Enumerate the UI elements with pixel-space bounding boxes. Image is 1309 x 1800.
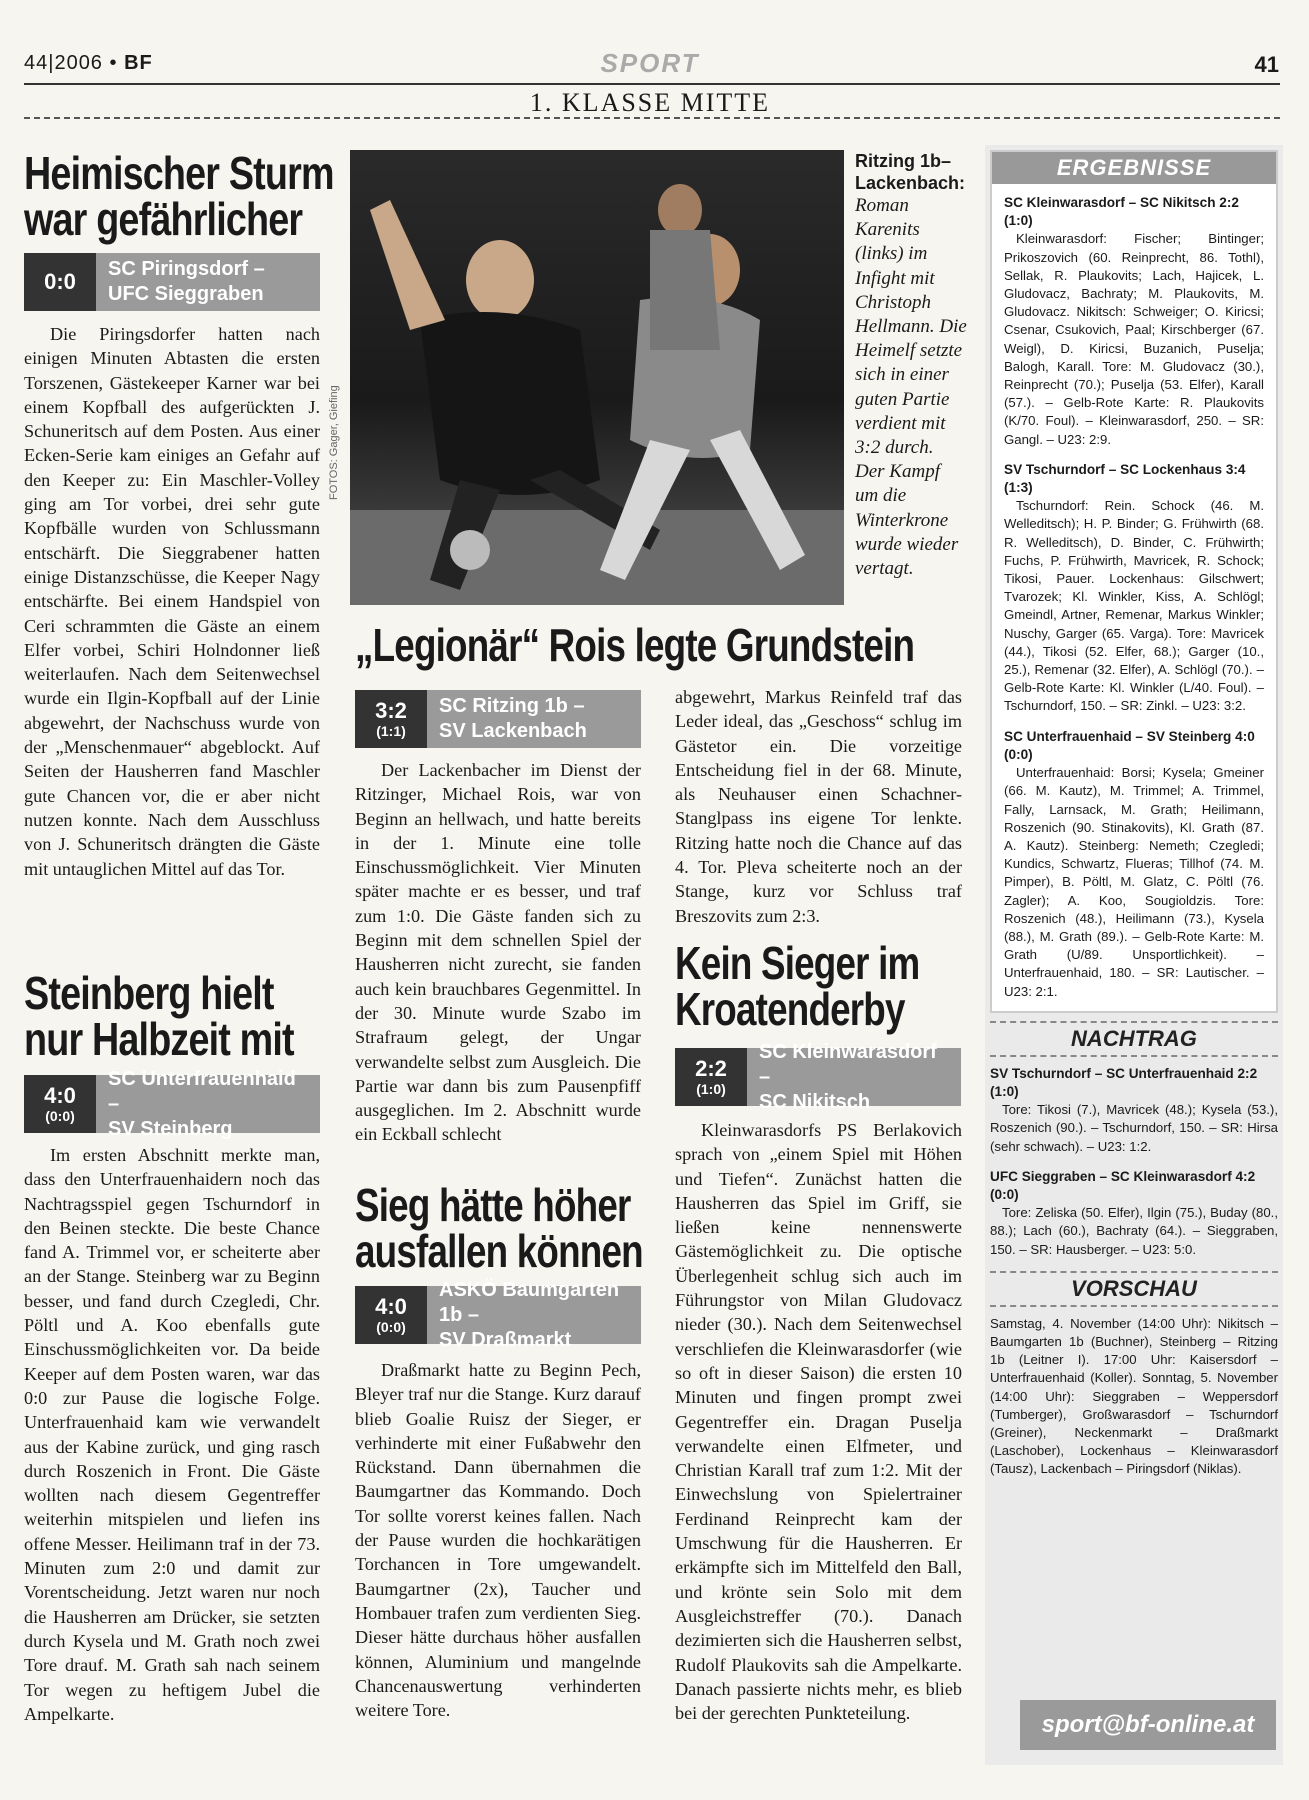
match-result (1004, 461, 1264, 716)
match-result (990, 1065, 1278, 1156)
football-players-illustration (350, 150, 844, 605)
article3-headline: „Legionär“ Rois legte Grundstein (355, 619, 915, 671)
photo-credit: FOTOS: Gager, Giefing (328, 385, 340, 500)
match-details: Unterfrauenhaid: Borsi; Kysela; Gmeiner (66. M. Kautz), M. Trimmel; A. Trimmel, Fally, Larnsack, M. Grath; Heilimann, Roszenich (90. Stinakovits), Kl. Grath (87. A. Kautz). Steinberg: Nemeth; Czegledi; Kundics, Schwartz, Flueras; Tillhof (74. M. Pimper), B. Pöltl, M. Glatz, C. Pöltl (76. Zagler); A. Koo, Sougioldzis. Tore: Roszenich (48.), Heilimann (73.), Kysela (88.), M. Grath (89.). – Gelb-Rote Karte: M. Grath (U/89. Unsportlichkeit). – Unterfrauenhaid, 180. – SR: Lautischer. – U23: 2:1. (1004, 765, 1264, 999)
match-result (990, 1168, 1278, 1259)
headline-line: Kroatenderby (675, 983, 905, 1035)
paragraph: Die Piringsdorfer hatten nach einigen Minuten Abtasten die ersten Torszenen, Gästekeeper Karner war bei einem Kopfball des aufgerückten J. Schuneritsch auf dem Posten. Aus einer Ecken-Serie kam einiges an Gefahr auf den Keeper zu: Ein Maschler-Volley ging am Tor vorbei, drei sehr gute Kopfbälle wurden von Schlussmann entschärft. Die Sieggrabener hatten einige Distanzschüsse, die Keeper Nagy entschärfte. Bei einem Handspiel von Ceri schrammten die Gäste an einem Elfer vorbei, Schiri Holndonner ließ weiterlaufen. Nach dem Seitenwechsel wurde ein Ilgin-Kopfball auf der Linie abgewehrt, der Nachschuss wurde von der „Menschenmauer“ abgeblockt. Auf Seiten der Hausherren fand Maschler gute Chancen vor, die er aber nicht nutzen konnte. Nach dem Ausschluss von J. Schuneritsch drängten die Gäste mit untauglichen Mittel auf das Tor. (24, 324, 320, 879)
score: 0:0 (44, 269, 76, 294)
article2-scorebar (24, 1067, 320, 1140)
match-details: Tore: Tikosi (7.), Mavricek (48.); Kysela (53.), Roszenich (90.). – Tschurndorf, 150. – SR: Hirsa (sehr schwach). – U23: 1:2. (990, 1102, 1278, 1154)
issue-number: 44|2006 (24, 52, 103, 74)
headline-line: Heimischer Sturm (24, 147, 334, 199)
paragraph: Kleinwarasdorfs PS Berlakovich sprach von „einem Spiel mit Höhen und Tiefen“. Zunächst hatten die Hausherren das Spiel im Griff, sie ließen keine nennenswerte Gästemöglichkeit zu. Die optische Überlegenheit schlug sich auch im Führungstor von Milan Gludovacz nieder (30.). Nach dem Seitenwechsel verschliefen die Kleinwarasdorfer (wie so oft in dieser Saison) die ersten 10 Minuten und fingen prompt zwei Gegentreffer ein. Dragan Puselja verwandelte einen Elfmeter, und Christian Karall traf zum 1:2. Mit der Einwechslung von Spielertrainer Ferdinand Reinprecht kam der Umschwung für die Hausherren. Er erkämpfte sich im Mittelfeld den Ball, und krönte sein Solo mit dem Ausgleichstreffer (70.). Danach dezimierten sich die Hausherren selbst, Rudolf Plaukovits sah die Ampelkarte. Danach passierte nichts mehr, es blieb bei der gerechten Punkteteilung. (675, 1120, 962, 1724)
match-result (1004, 194, 1264, 449)
score: 2:2 (695, 1056, 727, 1081)
article4-body (355, 1358, 641, 1722)
teams-box (96, 253, 320, 311)
headline-line: Kein Sieger im (675, 937, 920, 989)
issue-info: 44|2006 • BF (24, 52, 153, 74)
article5-body (675, 1118, 962, 1725)
half-time-score: (1:1) (376, 723, 406, 739)
article3-body-col1 (355, 758, 641, 1147)
article1-scorebar (24, 253, 320, 311)
article2-headline (24, 967, 336, 1065)
article2-body (24, 1143, 320, 1726)
team-name: SC Ritzing 1b – (439, 695, 585, 717)
paragraph: Draßmarkt hatte zu Beginn Pech, Bleyer traf nur die Stange. Kurz darauf blieb Goalie Ruisz der Sieger, er verhinderte mit einer Fußabwehr den Rückstand. Dann übernahmen die Baumgartner das Kommando. Doch Tor sollte vorerst keines fallen. Nach der Pause wurden die hochkarätigen Torchancen in Tore umgewandelt. Baumgartner (2x), Taucher und Hombauer trafen zum verdienten Sieg. Dieser hätte durchaus höher ausfallen können, Aluminium und mangelnde Chancenauswertung verhinderten weitere Tore. (355, 1360, 641, 1721)
team-name: ASKÖ Baumgarten 1b – (439, 1278, 620, 1326)
photo-caption (855, 150, 967, 581)
vorschau-heading: VORSCHAU (990, 1271, 1278, 1307)
article3-body-col2 (675, 685, 962, 928)
nachtrag-heading: NACHTRAG (990, 1021, 1278, 1057)
score: 3:2 (375, 698, 407, 723)
match-title: SC Kleinwarasdorf – SC Nikitsch 2:2 (1:0) (1004, 195, 1239, 229)
preview-schedule (990, 1315, 1278, 1479)
headline-line: ausfallen können (355, 1225, 643, 1277)
score: 4:0 (375, 1294, 407, 1319)
article3-scorebar (355, 690, 641, 748)
match-details: Tschurndorf: Rein. Schock (46. M. Welleditsch); H. P. Binder; G. Frühwirth (68. R. Welleditsch), D. Binder, C. Frühwirth; Fuchs, P. Frühwirth, Mavricek, R. Schock; Tikosi, Pauer. Lockenhaus: Gilschwert; Tvarozek; Kl. Winkler, Kiss, A. Schlögl; Gmeindl, Artner, Remenar, Markus Winkler; Nuschy, Garger (65. Varga). Tore: Mavricek (44.), Tikosi (52. Elfer, 68.); Garger (10., 25.), Remenar (32. Elfer), A. Schlögl (70.). – Gelb-Rote Karte: Kl. Winkler (L/40. Foul). – Tschurndorf, 150. – SR: Zinkl. – U23: 3:2. (1004, 498, 1264, 714)
publication-name: BF (124, 52, 153, 74)
teams-box (427, 690, 641, 748)
match-title: UFC Sieggraben – SC Kleinwarasdorf 4:2 (0:0) (990, 1168, 1256, 1202)
match-title: SC Unterfrauenhaid – SV Steinberg 4:0 (0:0) (1004, 728, 1255, 762)
headline-line: Steinberg hielt (24, 967, 274, 1019)
paragraph: Im ersten Abschnitt merkte man, dass den Unterfrauenhaidern noch das Nachtragsspiel gegen Tschurndorf in den Beinen steckte. Die beste Chance fand A. Trimmel vor, er scheiterte aber an der Stange. Steinberg war zu Beginn besser, und fand durch Czegledi, Chr. Pöltl und A. Koo ebenfalls gute Einschussmöglichkeiten vor. Da beide Keeper auf dem Posten waren, war das 0:0 zur Pause die logische Folge. Unterfrauenhaid kam wie verwandelt aus der Kabine zurück, und ging rasch durch Roszenich in Front. Die Gäste wollten nach diesem Gegentreffer weiterhin mitspielen und liefen ins offene Messer. Heilimann traf in der 73. Minuten zum 2:0 und damit zur Vorentscheidung. Jetzt waren nur noch die Hausherren am Drücker, sie setzten durch Kysela und M. Grath noch zwei Tore drauf. M. Grath sah nach seinem Tor wegen zu heftigem Jubel die Ampelkarte. (24, 1145, 320, 1724)
headline-line: Sieg hätte höher (355, 1179, 631, 1231)
match-result (1004, 728, 1264, 1001)
headline-line: nur Halbzeit mit (24, 1013, 294, 1065)
match-details: Kleinwarasdorf: Fischer; Bintinger; Prikoszovich (60. Reinprecht, 86. Tothl), Sellak, R. Plaukovits; Lach, Hajicek, L. Gludovacz, Bachraty; M. Plaukovits, M. Gludovacz. Nikitsch: Schweiger; O. Kiricsi; Csenar, Csukovich, Paal; Kirschberger (67. Weigl), D. Kiricsi, Buzanich, Puselja; Balogh, Karall. Tore: M. Gludovacz (30.), Reinprecht (70.); Puselja (53. Elfer), Karall (57.). – Gelb-Rote Karte: R. Plaukovits (K/70. Foul). – Kleinwarasdorf, 250. – SR: Gangl. – U23: 2:9. (1004, 231, 1264, 447)
header-rule (24, 83, 1280, 85)
half-time-score: (0:0) (45, 1108, 75, 1124)
article4-scorebar (355, 1278, 641, 1351)
paragraph: Der Lackenbacher im Dienst der Ritzinger, Michael Rois, war von Beginn an hellwach, und hatte bereits in der 1. Minute eine tolle Einschussmöglichkeit. Vier Minuten später machte er es besser, und traf zum 1:0. Die Gäste fanden sich zu Beginn mit dem schnellen Spiel der Hausherren nicht zurecht, sie fanden auch kein brauchbares Gegenmittel. In der 30. Minute wurde Szabo im Strafraum gelegt, der Ungar verwandelte selbst zum Ausgleich. Die Partie war dann bis zum Pausenpfiff ausgeglichen. Im 2. Abschnitt wurde ein Eckball schlecht (355, 760, 641, 1145)
score: 4:0 (44, 1083, 76, 1108)
article1-body (24, 322, 320, 881)
article5-headline (675, 937, 979, 1035)
results-heading: ERGEBNISSE (992, 152, 1276, 184)
article5-scorebar (675, 1040, 961, 1113)
team-name: UFC Sieggraben (108, 283, 264, 305)
score-box (355, 1286, 427, 1344)
score-box (24, 253, 96, 311)
caption-title: Ritzing 1b–Lackenbach: (855, 151, 966, 193)
teams-box (96, 1067, 320, 1140)
league-title: 1. KLASSE MITTE (529, 88, 771, 117)
half-time-score: (0:0) (376, 1319, 406, 1335)
score-box (24, 1075, 96, 1133)
teams-box (427, 1278, 641, 1351)
dashed-divider (24, 117, 1280, 119)
team-name: SC Kleinwarasdorf – (759, 1040, 937, 1088)
team-name: SV Lackenbach (439, 720, 587, 742)
headline-line: war gefährlicher (24, 193, 303, 245)
match-photo (350, 150, 844, 605)
team-name: SC Piringsdorf – (108, 258, 265, 280)
article4-headline (355, 1179, 659, 1277)
team-name: SC Unterfrauenhaid – (108, 1067, 296, 1115)
match-title: SV Tschurndorf – SC Lockenhaus 3:4 (1:3) (1004, 461, 1246, 496)
section-name: SPORT (600, 48, 700, 78)
match-details: Tore: Zeliska (50. Elfer), Ilgin (75.), Buday (80., 88.); Lach (60.), Bachraty (64.). – Sieggraben, 150. – SR: Hausberger. – U23: 5:0. (990, 1205, 1278, 1257)
team-name: SV Steinberg (108, 1117, 233, 1140)
half-time-score: (1:0) (696, 1081, 726, 1097)
page-number: 41 (1254, 52, 1279, 77)
score-box (355, 690, 427, 748)
score-box (675, 1048, 747, 1106)
results-box (990, 150, 1278, 1013)
paragraph: abgewehrt, Markus Reinfeld traf das Leder ideal, das „Geschoss“ schlug im Gästetor ein. Die vorzeitige Entscheidung fiel in der 68. Minute, als Neuhauser einen Schachner-Stanglpass ins eigene Tor lenkte. Ritzing hatte noch die Chance auf das 4. Tor. Pleva scheiterte noch an der Stange, kurz vor Schluss traf Breszovits zum 2:3. (675, 687, 962, 926)
team-name: SV Draßmarkt (439, 1328, 572, 1351)
preview-details: Samstag, 4. November (14:00 Uhr): Nikitsch – Baumgarten 1b (Buchner), Steinberg – Ritzing 1b (Leitner I). 17:00 Uhr: Kaisersdorf – Unterfrauenhaid (Koller). Sonntag, 5. November (14:00 Uhr): Sieggraben – Weppersdorf (Tumberger), Großwarasdorf – Tschurndorf (Greiner), Neckenmarkt – Draßmarkt (Laschober), Lockenhaus – Kleinwarasdorf (Tausz), Lackenbach – Piringsdorf (Niklas). (990, 1315, 1278, 1477)
teams-box (747, 1040, 961, 1113)
results-sidebar (990, 150, 1278, 1491)
team-name: SC Nikitsch (759, 1090, 871, 1113)
contact-email-link[interactable]: sport@bf-online.at (1020, 1700, 1276, 1750)
caption-body: Roman Karenits (links) im Infight mit Christoph Hellmann. Die Heimelf setzte sich in einer guten Partie verdient mit 3:2 durch. Der Kampf um die Winterkrone wurde wieder vertagt. (855, 195, 967, 580)
article1-headline (24, 147, 336, 245)
match-title: SV Tschurndorf – SC Unterfrauenhaid 2:2 (1:0) (990, 1065, 1258, 1099)
